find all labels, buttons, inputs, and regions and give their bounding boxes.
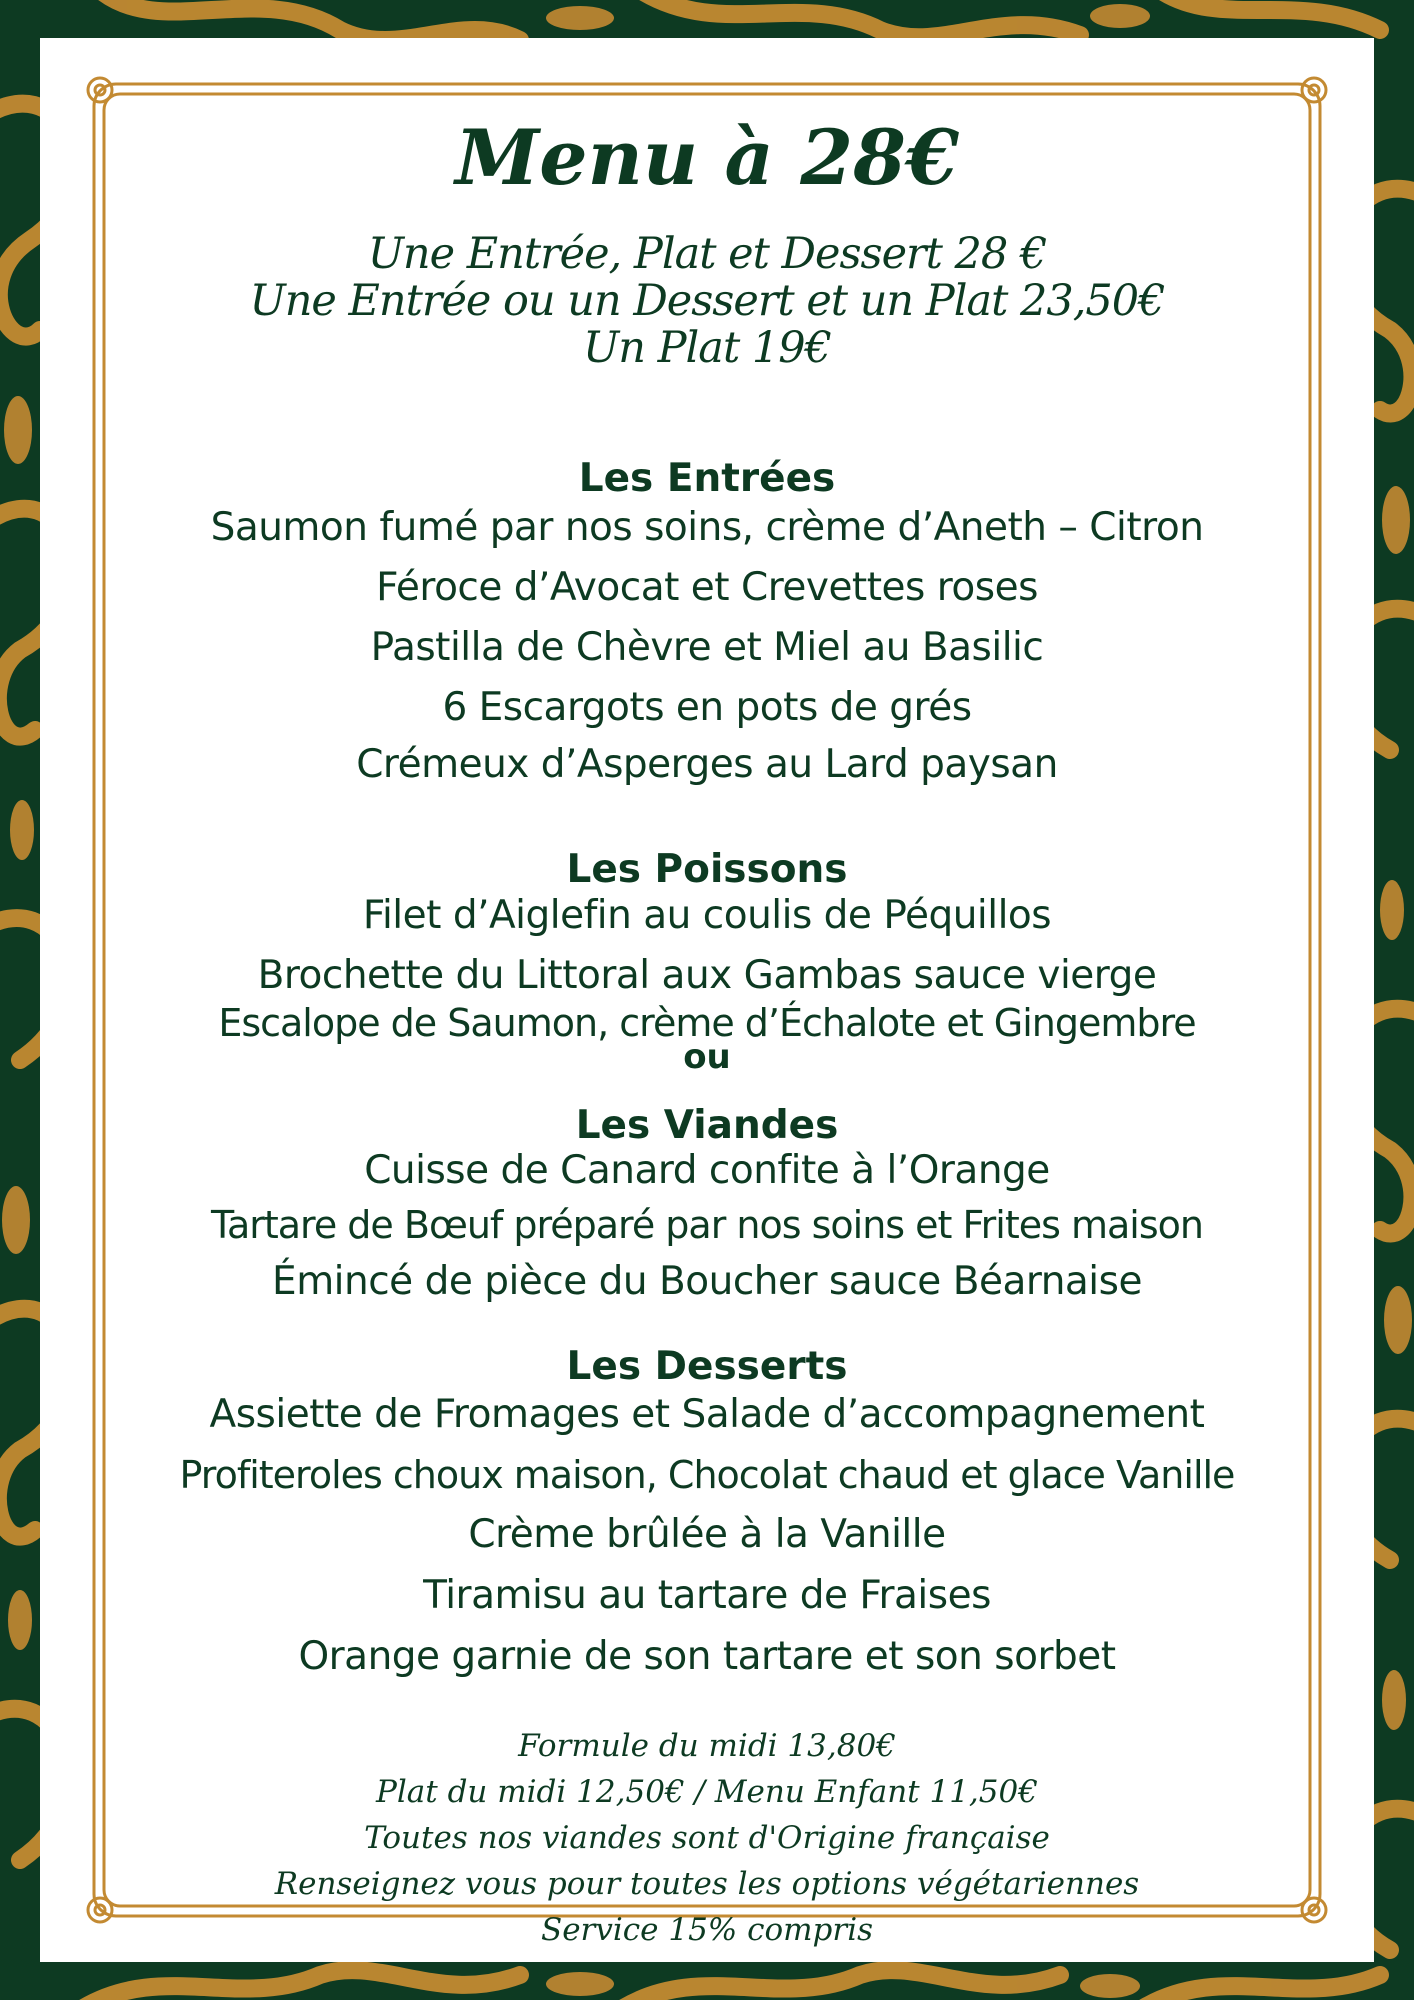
menu-item: Escalope de Saumon, crème d’Échalote et Gingembre	[218, 1001, 1196, 1045]
menu-item: Brochette du Littoral aux Gambas sauce vierge	[257, 953, 1157, 998]
section-heading-desserts: Les Desserts	[566, 1344, 848, 1389]
section-heading-poissons: Les Poissons	[566, 847, 848, 892]
menu-item: Filet d’Aiglefin au coulis de Péquillos	[362, 893, 1052, 938]
footer-notes	[40, 1723, 1374, 1953]
menu-item: Profiteroles choux maison, Chocolat chaud et glace Vanille	[179, 1453, 1235, 1497]
menu-item: Saumon fumé par nos soins, crème d’Aneth – Citron	[210, 505, 1204, 550]
footer-line: Toutes nos viandes sont d'Origine française	[364, 1820, 1050, 1856]
menu-title: Menu à 28€	[455, 113, 959, 202]
menu-item: Orange garnie de son tartare et son sorbet	[298, 1634, 1116, 1679]
section-heading-entrees: Les Entrées	[578, 456, 836, 501]
menu-item: Tartare de Bœuf préparé par nos soins et Frites maison	[211, 1203, 1203, 1247]
menu-item: 6 Escargots en pots de grés	[442, 685, 972, 730]
footer-line: Plat du midi 12,50€ / Menu Enfant 11,50€	[376, 1774, 1038, 1810]
menu-item: Crème brûlée à la Vanille	[468, 1512, 946, 1557]
footer-line: Renseignez vous pour toutes les options végétariennes	[274, 1866, 1140, 1902]
footer-line: Formule du midi 13,80€	[518, 1728, 896, 1764]
separator-ou: ou	[683, 1037, 731, 1077]
pricing-block	[40, 231, 1374, 372]
menu-item: Pastilla de Chèvre et Miel au Basilic	[370, 625, 1044, 670]
menu-item: Émincé de pièce du Boucher sauce Béarnaise	[272, 1259, 1142, 1304]
pricing-line: Un Plat 19€	[583, 323, 831, 373]
menu-item: Tiramisu au tartare de Fraises	[423, 1573, 991, 1618]
menu-item: Assiette de Fromages et Salade d’accompagnement	[209, 1392, 1205, 1437]
menu-item: Crémeux d’Asperges au Lard paysan	[356, 742, 1058, 787]
menu-item: Féroce d’Avocat et Crevettes roses	[376, 565, 1038, 610]
section-heading-viandes: Les Viandes	[575, 1103, 839, 1148]
menu-content	[40, 38, 1374, 1962]
pricing-line: Une Entrée, Plat et Dessert 28 €	[367, 229, 1047, 279]
footer-line: Service 15% compris	[540, 1912, 874, 1948]
menu-item: Cuisse de Canard confite à l’Orange	[364, 1148, 1050, 1193]
menu-card	[40, 38, 1374, 1962]
pricing-line: Une Entrée ou un Dessert et un Plat 23,50€	[249, 276, 1165, 326]
